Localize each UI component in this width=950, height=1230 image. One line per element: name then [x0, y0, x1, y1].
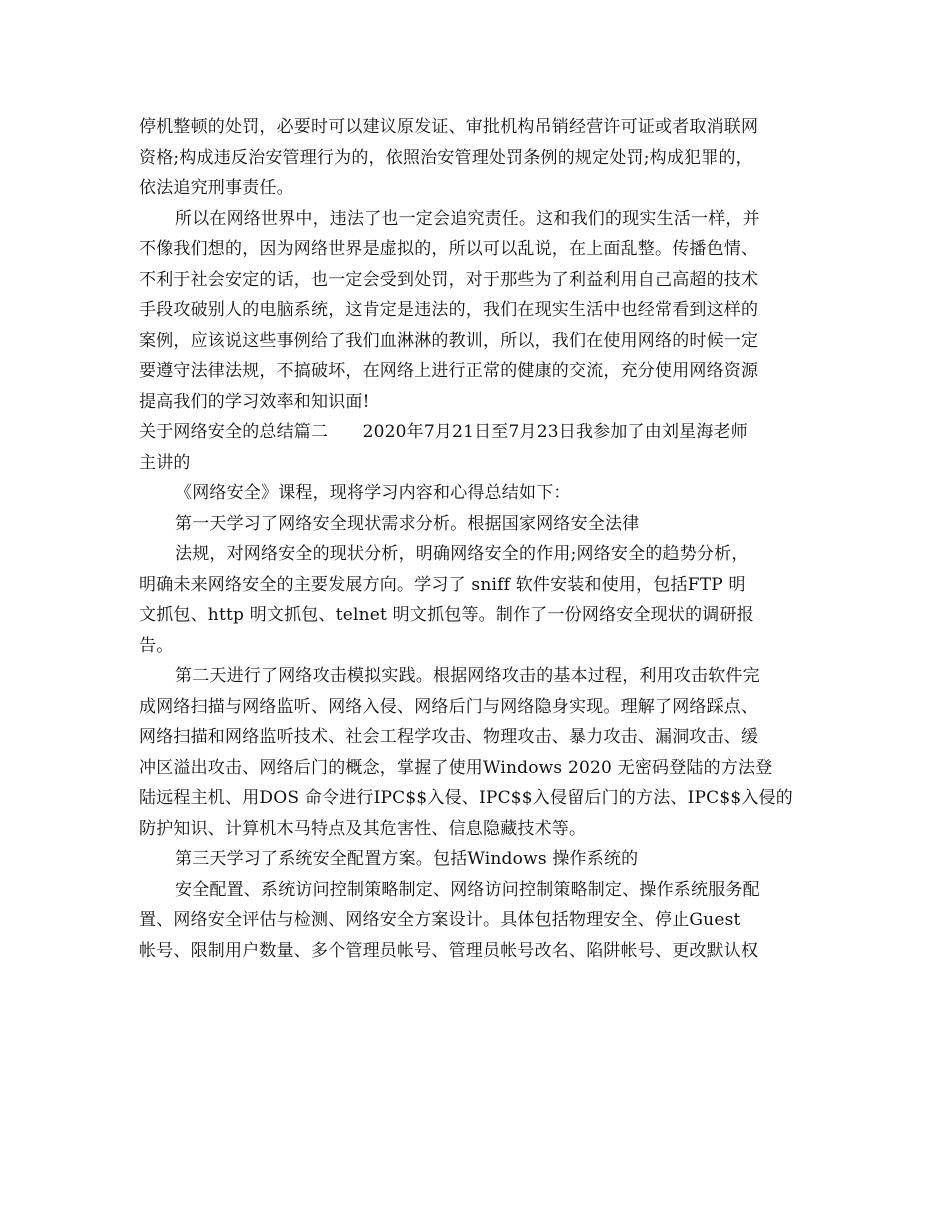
text-line: 资格;构成违反治安管理行为的，依照治安管理处罚条例的规定处罚;构成犯罪的，: [139, 147, 753, 168]
text-line: 置、网络安全评估与检测、网络安全方案设计。具体包括物理安全、停止Guest: [139, 910, 741, 930]
text-line: 网络扫描和网络监听技术、社会工程学攻击、物理攻击、暴力攻击、漏洞攻击、缓: [139, 727, 759, 747]
text-line: 提高我们的学习效率和知识面!: [139, 391, 370, 412]
paragraph-start-line: 《网络安全》课程，现将学习内容和心得总结如下：: [175, 483, 571, 503]
text-line: 停机整顿的处罚，必要时可以建议原发证、审批机构吊销经营许可证或者取消联网: [139, 117, 759, 137]
paragraph-start-line: 第一天学习了网络安全现状需求分析。根据国家网络安全法律: [175, 513, 640, 534]
text-line: 陆远程主机、用DOS 命令进行IPC$$入侵、IPC$$入侵留后门的方法、IPC$$入侵的: [139, 788, 793, 808]
text-line: 明确未来网络安全的主要发展方向。学习了 sniff 软件安装和使用，包括FTP 明: [139, 574, 746, 595]
text-line: 文抓包、http 明文抓包、telnet 明文抓包等。制作了一份网络安全现状的调研报: [139, 605, 754, 625]
document-body: [139, 112, 819, 966]
text-line: 不利于社会安定的话，也一定会受到处罚，对于那些为了利益利用自己高超的技术: [139, 269, 759, 290]
section-heading-line: 关于网络安全的总结篇二 2020年7月21日至7月23日我参加了由刘星海老师: [139, 422, 748, 442]
text-line: 冲区溢出攻击、网络后门的概念，掌握了使用Windows 2020 无密码登陆的方法登: [139, 757, 773, 778]
paragraph-start-line: 第三天学习了系统安全配置方案。包括Windows 操作系统的: [175, 849, 639, 869]
paragraph-start-line: 法规，对网络安全的现状分析，明确网络安全的作用;网络安全的趋势分析，: [175, 544, 749, 564]
text-line: 手段攻破别人的电脑系统，这肯定是违法的，我们在现实生活中也经常看到这样的: [139, 300, 759, 320]
text-line: 依法追究刑事责任。: [139, 178, 294, 198]
text-line: 要遵守法律法规，不搞破坏，在网络上进行正常的健康的交流，充分使用网络资源: [139, 361, 759, 381]
paragraph-start-line: 安全配置、系统访问控制策略制定、网络访问控制策略制定、操作系统服务配: [175, 879, 760, 900]
text-line: 告。: [139, 635, 174, 656]
text-line: 成网络扫描与网络监听、网络入侵、网络后门与网络隐身实现。理解了网络踩点、: [139, 696, 759, 717]
paragraph-start-line: 所以在网络世界中，违法了也一定会追究责任。这和我们的现实生活一样，并: [175, 208, 760, 229]
text-line: 案例，应该说这些事例给了我们血淋淋的教训，所以，我们在使用网络的时候一定: [139, 330, 759, 351]
paragraph-start-line: 第二天进行了网络攻击模拟实践。根据网络攻击的基本过程，利用攻击软件完: [175, 666, 760, 686]
text-line: 防护知识、计算机木马特点及其危害性、信息隐藏技术等。: [139, 818, 587, 839]
text-line: 主讲的: [139, 452, 191, 473]
text-line: 不像我们想的，因为网络世界是虚拟的，所以可以乱说，在上面乱整。传播色情、: [139, 239, 759, 259]
text-line: 帐号、限制用户数量、多个管理员帐号、管理员帐号改名、陷阱帐号、更改默认权: [139, 940, 759, 961]
